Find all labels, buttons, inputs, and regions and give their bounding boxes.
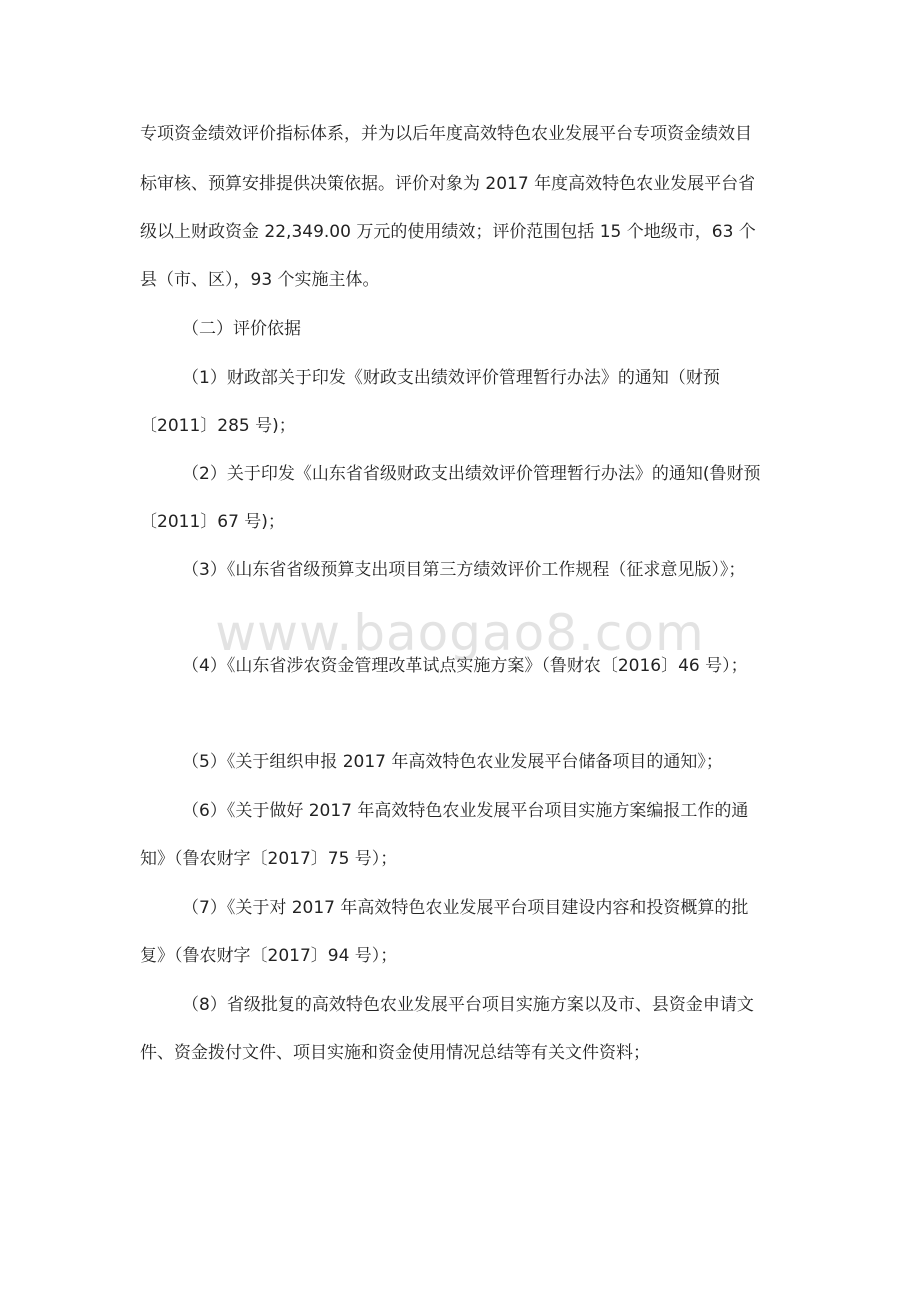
basis-item-2-line-2: 〔2011〕67 号)；: [140, 512, 285, 532]
basis-item-8-line-1: （8）省级批复的高效特色农业发展平台项目实施方案以及市、县资金申请文: [182, 995, 754, 1015]
paragraph-1-line-4: 县（市、区），93 个实施主体。: [140, 270, 380, 290]
basis-item-5: （5）《关于组织申报 2017 年高效特色农业发展平台储备项目的通知》；: [182, 752, 723, 772]
basis-item-3: （3）《山东省省级预算支出项目第三方绩效评价工作规程（征求意见版）》；: [182, 560, 746, 580]
basis-item-1-line-1: （1）财政部关于印发《财政支出绩效评价管理暂行办法》的通知（财预: [182, 368, 720, 388]
basis-item-8-line-2: 件、资金拨付文件、项目实施和资金使用情况总结等有关文件资料；: [140, 1043, 650, 1063]
basis-item-2-line-1: （2）关于印发《山东省省级财政支出绩效评价管理暂行办法》的通知(鲁财预: [182, 464, 761, 484]
watermark: www.baogao8.com: [215, 604, 705, 662]
paragraph-1-line-1: 专项资金绩效评价指标体系，并为以后年度高效特色农业发展平台专项资金绩效目: [140, 124, 752, 144]
basis-item-6-line-2: 知》（鲁农财字〔2017〕75 号）；: [140, 849, 398, 869]
section-heading-evaluation-basis: （二）评价依据: [182, 319, 301, 339]
basis-item-6-line-1: （6）《关于做好 2017 年高效特色农业发展平台项目实施方案编报工作的通: [182, 801, 749, 821]
basis-item-7-line-2: 复》（鲁农财字〔2017〕94 号）；: [140, 946, 398, 966]
paragraph-1-line-3: 级以上财政资金 22,349.00 万元的使用绩效；评价范围包括 15 个地级市，63 个: [140, 222, 756, 242]
basis-item-1-line-2: 〔2011〕285 号)；: [140, 416, 296, 436]
basis-item-4: （4）《山东省涉农资金管理改革试点实施方案》（鲁财农〔2016〕46 号）；: [182, 656, 748, 676]
paragraph-1-line-2: 标审核、预算安排提供决策依据。评价对象为 2017 年度高效特色农业发展平台省: [140, 174, 756, 194]
basis-item-7-line-1: （7）《关于对 2017 年高效特色农业发展平台项目建设内容和投资概算的批: [182, 898, 749, 918]
